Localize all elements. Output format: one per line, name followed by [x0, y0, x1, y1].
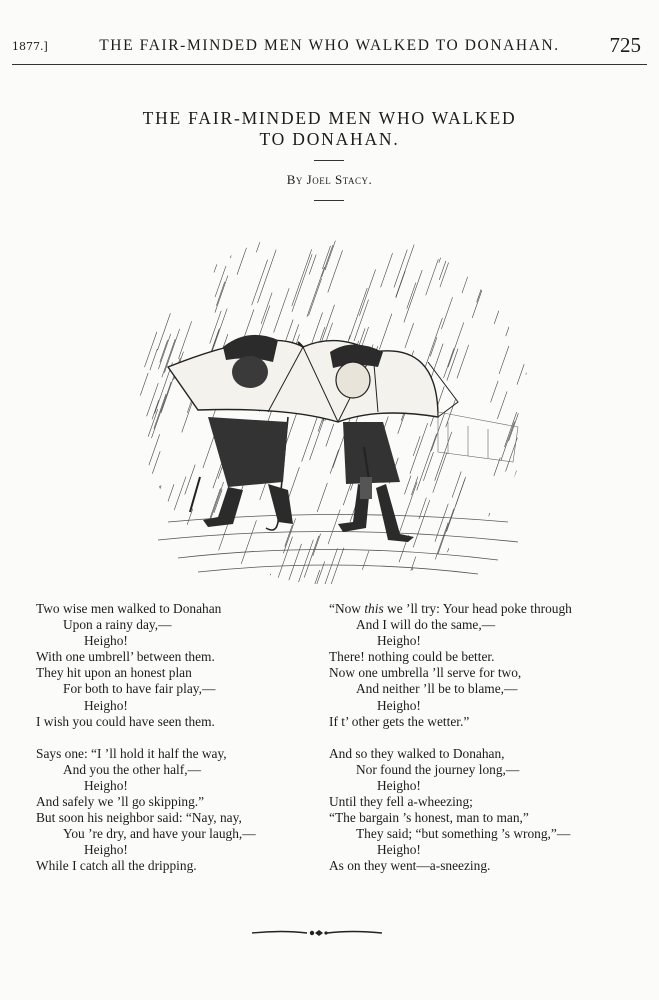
rain-streak [143, 555, 153, 583]
rain-streak [283, 518, 295, 553]
rain-streak [140, 373, 148, 396]
rain-streak [258, 250, 277, 303]
rain-streak [138, 355, 141, 392]
poem-line: Heigho! [84, 842, 128, 858]
rain-streak [153, 537, 162, 564]
rain-streak [522, 511, 530, 545]
rain-streak [394, 568, 413, 584]
tailpiece-ornament-icon [252, 926, 382, 940]
rain-streak [362, 551, 369, 570]
rain-streak [475, 526, 483, 550]
poem-line: Upon a rainy day,— [63, 617, 172, 633]
poem-line: And neither ’ll be to blame,— [356, 681, 518, 697]
rain-streak [297, 540, 313, 584]
poem-line: Heigho! [84, 697, 128, 713]
rain-streak [147, 383, 159, 416]
rain-streak [379, 314, 392, 350]
rain-streak [309, 278, 322, 315]
page-number: 725 [609, 33, 641, 57]
rain-streak [491, 381, 499, 402]
rain-streak [210, 311, 222, 344]
rain-streak [151, 485, 161, 514]
rain-streak [411, 477, 417, 496]
poem-line: There! nothing could be better. [329, 649, 495, 665]
title-rule [314, 160, 344, 161]
poem-line: And safely we ’ll go skipping.” [36, 794, 205, 810]
rain-streak [398, 482, 417, 537]
stanza-4 [329, 746, 572, 875]
poem-line: But soon his neighbor said: “Nay, nay, [36, 810, 242, 826]
rain-streak [513, 257, 522, 283]
running-head [12, 34, 647, 64]
rain-streak [182, 398, 194, 432]
rain-streak [494, 300, 502, 324]
rain-streak [440, 256, 451, 287]
byline-rule [314, 200, 344, 201]
rain-streak [326, 323, 333, 343]
rain-streak [514, 282, 523, 307]
rain-streak [170, 477, 186, 523]
emphasis: this [364, 601, 384, 616]
rain-streak [439, 246, 451, 280]
rain-streak [526, 339, 530, 375]
rain-streak [407, 283, 416, 309]
rain-streak [448, 322, 464, 367]
rain-streak [528, 252, 530, 303]
stanza-1 [36, 601, 256, 730]
rain-streak [527, 436, 530, 460]
rain-streak [504, 412, 516, 447]
rain-streak [301, 570, 320, 584]
rain-streak [524, 510, 530, 565]
poem-line: For both to have fair play,— [63, 681, 216, 697]
rain-streak [423, 318, 443, 374]
running-head-year: 1877.] [12, 40, 48, 53]
rain-streak [441, 297, 452, 329]
rain-streak [510, 234, 528, 285]
rain-streak [381, 253, 393, 287]
rain-streak [431, 523, 448, 571]
rain-streak [326, 424, 334, 447]
rain-streak [499, 346, 509, 374]
rain-streak [413, 436, 420, 456]
rain-streak [230, 222, 243, 258]
rain-streak [142, 502, 161, 557]
rain-streak [256, 232, 263, 252]
rain-streak [179, 321, 192, 359]
rain-streak [502, 260, 514, 294]
rain-streak [313, 534, 321, 556]
rain-streak [157, 313, 170, 350]
poem-line: Says one: “I ’ll hold it half the way, [36, 745, 227, 761]
two-men-umbrella-illustration-icon [138, 222, 530, 584]
byline [0, 172, 659, 188]
rain-streak [330, 450, 338, 474]
poem-line: And I will do the same,— [356, 617, 496, 633]
stanza-3 [329, 601, 572, 730]
rain-streak [172, 281, 178, 299]
rain-streak [144, 332, 156, 367]
poem-line: “The bargain ’s honest, man to man,” [329, 810, 529, 826]
byline-author: Joel Stacy. [306, 172, 373, 187]
rain-streak [444, 348, 454, 378]
poem-line: Heigho! [377, 697, 421, 713]
rain-streak [457, 345, 469, 379]
rain-streak [462, 270, 470, 293]
rain-streak [252, 260, 268, 305]
poem-line: And so they walked to Donahan, [329, 745, 505, 761]
rain-streak [497, 563, 509, 584]
rain-streak [435, 504, 448, 542]
rain-streak [325, 241, 335, 270]
rain-streak [160, 340, 168, 362]
rain-streak [419, 498, 426, 519]
poem-line: And you the other half,— [63, 761, 201, 777]
rain-streak [156, 484, 174, 536]
umbrella-canopy [168, 340, 458, 422]
rain-streak [164, 264, 173, 289]
rain-streak [214, 240, 225, 272]
rain-streak [359, 269, 375, 315]
poem-line: As on they went—a-sneezing. [329, 858, 491, 874]
rain-streak [213, 464, 222, 488]
poem-line: Until they fell a-wheezing; [329, 794, 473, 810]
rain-streak [446, 400, 456, 428]
rain-streak [437, 555, 450, 584]
rain-streak [146, 247, 155, 272]
stanza-2 [36, 746, 256, 875]
rain-streak [404, 270, 422, 322]
poem-line: Heigho! [84, 633, 128, 649]
rain-streak [173, 223, 191, 275]
rain-streak [477, 283, 484, 302]
rain-streak [407, 557, 416, 582]
rain-streak [170, 275, 181, 306]
rain-streak [285, 525, 293, 547]
rain-streak [185, 465, 195, 495]
rain-streak [525, 223, 530, 254]
rain-streak [517, 331, 530, 384]
rain-streak [140, 230, 154, 269]
rain-streak [438, 509, 454, 555]
rain-streak [138, 560, 140, 584]
poem-line: I wish you could have seen them. [36, 713, 215, 729]
rain-streak [394, 250, 407, 288]
rain-streak [476, 565, 488, 584]
rain-streak [142, 281, 155, 318]
rain-streak [413, 500, 430, 547]
rain-streak [501, 422, 515, 461]
rain-streak [178, 509, 192, 550]
rain-streak [507, 451, 527, 508]
rain-streak [155, 546, 171, 584]
byline-prefix: By [286, 172, 303, 187]
poem-right-column [329, 601, 572, 891]
rain-streak [158, 334, 170, 369]
rain-streak [435, 432, 452, 481]
poem-line: Now one umbrella ’ll serve for two, [329, 665, 522, 681]
article-title [80, 108, 579, 150]
rain-streak [138, 538, 153, 580]
rain-streak [148, 298, 156, 321]
rain-streak [396, 271, 405, 298]
rain-streak [439, 231, 450, 263]
poem-line: While I catch all the dripping. [36, 858, 197, 874]
rain-streak [151, 382, 171, 438]
poem-line: “Now this we ’ll try: Your head poke through [329, 601, 572, 616]
rain-streak [215, 276, 228, 313]
rain-streak [149, 434, 160, 465]
rain-streak [404, 476, 411, 495]
poem-line: Nor found the journey long,— [356, 761, 520, 777]
running-head-title: THE FAIR-MINDED MEN WHO WALKED TO DONAHAN. [99, 37, 560, 54]
rain-streak [405, 323, 414, 348]
poem-line: You ’re dry, and have your laugh,— [63, 826, 256, 842]
poem-line: They hit upon an honest plan [36, 665, 192, 681]
rain-streak [430, 337, 437, 356]
rain-streak [216, 282, 224, 306]
header-rule [12, 64, 647, 65]
rain-streak [210, 488, 221, 518]
poem-line: Heigho! [377, 842, 421, 858]
poem-line: They said; “but something ’s wrong,”— [356, 826, 571, 842]
rain-streak [396, 244, 415, 297]
rain-streak [187, 247, 196, 271]
rain-streak [457, 579, 465, 584]
rain-streak [140, 451, 160, 508]
rain-streak [417, 434, 437, 491]
rain-streak [322, 548, 338, 584]
rain-streak [505, 264, 521, 310]
rain-streak [150, 349, 157, 370]
rain-streak [310, 415, 326, 460]
rain-streak [274, 288, 290, 332]
rain-streak [349, 288, 367, 340]
poem-left-column [36, 601, 256, 891]
rain-streak [151, 486, 160, 510]
rain-streak [236, 520, 256, 577]
article-title-line-2: TO DONAHAN. [259, 129, 400, 149]
poem-line: Heigho! [377, 633, 421, 649]
rain-streak [322, 245, 333, 277]
rain-streak [253, 574, 271, 584]
rain-streak [261, 293, 272, 324]
rain-streak [307, 267, 324, 317]
rain-streak [472, 286, 483, 318]
rain-streak [237, 233, 252, 275]
rain-streak [526, 556, 530, 584]
rain-streak [497, 391, 507, 418]
article-title-line-1: THE FAIR-MINDED MEN WHO WALKED [142, 108, 517, 128]
poem-line: If t’ other gets the wetter.” [329, 713, 470, 729]
rain-streak [433, 453, 447, 493]
poem-line: Heigho! [377, 777, 421, 793]
poem-line: With one umbrell’ between them. [36, 649, 215, 665]
rain-streak [317, 483, 327, 512]
rain-streak [148, 409, 158, 437]
rain-streak [498, 471, 516, 524]
rain-streak [509, 413, 519, 441]
rain-streak [292, 249, 312, 306]
rain-streak [309, 254, 316, 274]
rain-streak [426, 259, 439, 295]
poem-line: Heigho! [84, 777, 128, 793]
rain-streak [160, 227, 177, 275]
rain-streak [215, 266, 226, 297]
rain-streak [138, 314, 143, 352]
rain-streak [506, 317, 513, 336]
rain-streak [422, 574, 428, 584]
rain-streak [292, 254, 312, 312]
poem-line: Two wise men walked to Donahan [36, 601, 222, 616]
rain-streak [304, 536, 319, 577]
